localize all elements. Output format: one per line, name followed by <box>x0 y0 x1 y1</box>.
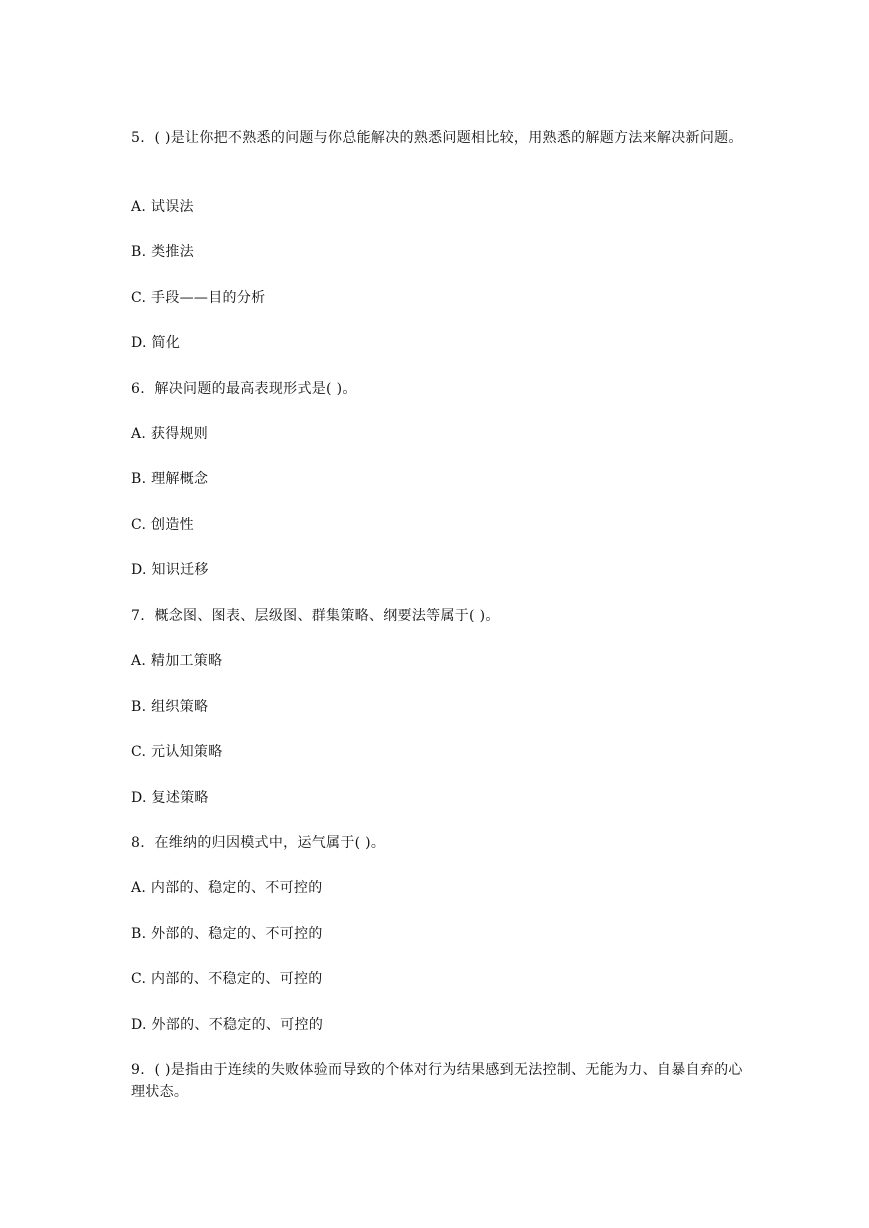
question-7-option-d: D. 复述策略 <box>131 790 209 806</box>
question-9-stem: 9. ( )是指由于连续的失败体验而导致的个体对行为结果感到无法控制、无能为力、自暴自弃的心理状态。 <box>131 1062 743 1100</box>
question-6-option-d: D. 知识迁移 <box>131 562 209 578</box>
question-7-option-a: A. 精加工策略 <box>131 653 223 669</box>
question-7-stem: 7. 概念图、图表、层级图、群集策略、纲要法等属于( )。 <box>131 608 500 624</box>
question-8-option-b: B. 外部的、稳定的、不可控的 <box>131 926 323 942</box>
question-5-option-c: C. 手段——目的分析 <box>131 290 266 306</box>
question-7-option-c: C. 元认知策略 <box>131 744 223 760</box>
question-8-stem: 8. 在维纳的归因模式中，运气属于( )。 <box>131 835 386 851</box>
question-6-option-c: C. 创造性 <box>131 517 194 533</box>
question-8-option-c: C. 内部的、不稳定的、可控的 <box>131 971 323 987</box>
question-6-stem: 6. 解决问题的最高表现形式是( )。 <box>131 381 357 397</box>
question-5-option-a: A. 试误法 <box>131 199 194 215</box>
question-6-option-a: A. 获得规则 <box>131 426 209 442</box>
question-5-option-d: D. 简化 <box>131 335 181 351</box>
question-6-option-b: B. 理解概念 <box>131 471 209 487</box>
question-8-option-d: D. 外部的、不稳定的、可控的 <box>131 1017 324 1033</box>
question-5-option-b: B. 类推法 <box>131 244 194 260</box>
question-8-option-a: A. 内部的、稳定的、不可控的 <box>131 880 323 896</box>
question-7-option-b: B. 组织策略 <box>131 699 209 715</box>
question-5-stem: 5. ( )是让你把不熟悉的问题与你总能解决的熟悉问题相比较，用熟悉的解题方法来解决新问题。 <box>131 130 743 146</box>
